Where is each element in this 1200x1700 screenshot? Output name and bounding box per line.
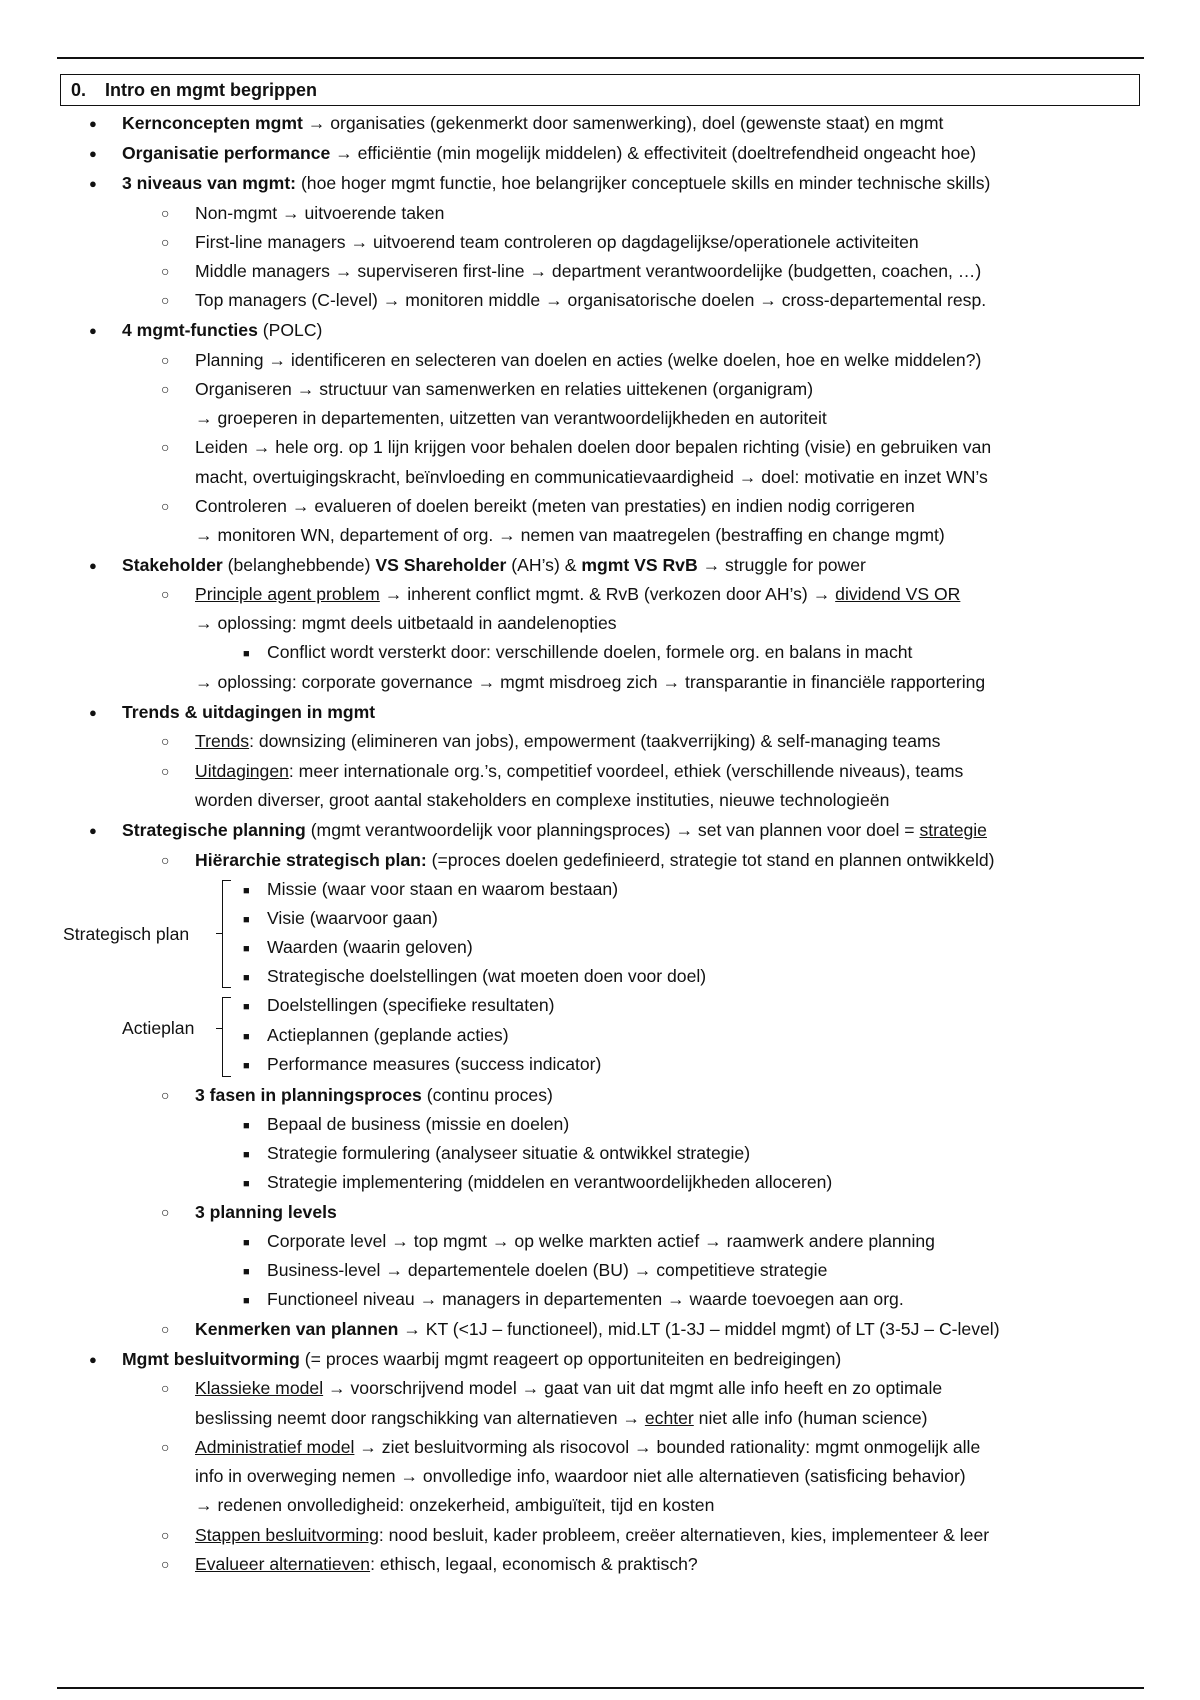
list-item: ○ Trends: downsizing (elimineren van jobs), empowerment (taakverrijking) & self-managing teams	[161, 731, 941, 751]
continuation-line: → oplossing: mgmt deels uitbetaald in aandelenopties	[195, 613, 617, 633]
bracket-tick	[216, 1028, 222, 1029]
list-item: ■ Strategie implementering (middelen en verantwoordelijkheden alloceren)	[243, 1172, 833, 1192]
list-item: ○ Controleren → evalueren of doelen bereikt (meten van prestaties) en indien nodig corrigeren	[161, 496, 915, 516]
list-item: ■ Performance measures (success indicator)	[243, 1054, 602, 1074]
list-item: ○ Principle agent problem → inherent conflict mgmt. & RvB (verkozen door AH’s) → dividend VS OR	[161, 584, 961, 604]
square-bullet-icon: ■	[243, 1031, 250, 1043]
square-bullet-icon: ■	[243, 1178, 250, 1190]
continuation-line: → groeperen in departementen, uitzetten van verantwoordelijkheden en autoriteit	[195, 408, 827, 428]
list-item: ○ Evalueer alternatieven: ethisch, legaal, economisch & praktisch?	[161, 1554, 698, 1574]
list-item: ■ Waarden (waarin geloven)	[243, 937, 473, 957]
list-item: ■ Missie (waar voor staan en waarom bestaan)	[243, 879, 619, 899]
section-heading	[60, 74, 1140, 106]
circle-bullet-icon: ○	[161, 381, 170, 397]
circle-bullet-icon: ○	[161, 439, 170, 455]
list-item: ■ Visie (waarvoor gaan)	[243, 908, 438, 928]
circle-bullet-icon: ○	[161, 1204, 170, 1220]
list-item: ● Kernconcepten mgmt → organisaties (gekenmerkt door samenwerking), doel (gewenste staat) en mgmt	[89, 113, 944, 133]
continuation-line: macht, overtuigingskracht, beïnvloeding en communicatievaardigheid → doel: motivatie en inzet WN’s	[195, 467, 988, 487]
circle-bullet-icon: ○	[161, 205, 170, 221]
circle-bullet-icon: ○	[161, 234, 170, 250]
circle-bullet-icon: ○	[161, 733, 170, 749]
circle-bullet-icon: ○	[161, 1380, 170, 1396]
list-item: ■ Functioneel niveau → managers in departementen → waarde toevoegen aan org.	[243, 1289, 904, 1309]
list-item: ● 3 niveaus van mgmt: (hoe hoger mgmt functie, hoe belangrijker conceptuele skills en minder technische skills)	[89, 173, 991, 193]
top-rule	[57, 57, 1144, 59]
bullet-icon: ●	[89, 823, 97, 838]
square-bullet-icon: ■	[243, 943, 250, 955]
square-bullet-icon: ■	[243, 1149, 250, 1161]
list-item: ○ 3 planning levels	[161, 1202, 337, 1222]
circle-bullet-icon: ○	[161, 263, 170, 279]
list-item: ○ Stappen besluitvorming: nood besluit, kader probleem, creëer alternatieven, kies, implementeer & leer	[161, 1525, 990, 1545]
continuation-line: beslissing neemt door rangschikking van alternatieven → echter niet alle info (human science)	[195, 1408, 928, 1428]
bullet-icon: ●	[89, 176, 97, 191]
square-bullet-icon: ■	[243, 1266, 250, 1278]
list-item: ■ Business-level → departementele doelen (BU) → competitieve strategie	[243, 1260, 828, 1280]
square-bullet-icon: ■	[243, 1237, 250, 1249]
action-plan-label: Actieplan	[122, 1018, 195, 1038]
circle-bullet-icon: ○	[161, 292, 170, 308]
bullet-icon: ●	[89, 116, 97, 131]
list-item: ● Strategische planning (mgmt verantwoordelijk voor planningsproces) → set van plannen voor doel = strategie	[89, 820, 987, 840]
circle-bullet-icon: ○	[161, 586, 170, 602]
list-item: ■ Strategische doelstellingen (wat moeten doen voor doel)	[243, 966, 707, 986]
bullet-icon: ●	[89, 1352, 97, 1367]
bullet-icon: ●	[89, 705, 97, 720]
list-item: ■ Corporate level → top mgmt → op welke markten actief → raamwerk andere planning	[243, 1231, 935, 1251]
list-item: ○ Leiden → hele org. op 1 lijn krijgen voor behalen doelen door bepalen richting (visie) en gebruiken van	[161, 437, 992, 457]
section-number: 0.	[71, 80, 87, 100]
list-item: ○ Uitdagingen: meer internationale org.’s, competitief voordeel, ethiek (verschillende niveaus), teams	[161, 761, 964, 781]
list-item: ● Organisatie performance → efficiëntie (min mogelijk middelen) & effectiviteit (doeltrefendheid ongeacht hoe)	[89, 143, 977, 163]
list-item: ● Stakeholder (belanghebbende) VS Shareholder (AH’s) & mgmt VS RvB → struggle for power	[89, 555, 866, 575]
continuation-line: worden diverser, groot aantal stakeholders en complexe instituties, nieuwe technologieën	[195, 790, 890, 810]
section-title: Intro en mgmt begrippen	[105, 80, 318, 100]
circle-bullet-icon: ○	[161, 1439, 170, 1455]
continuation-line: → oplossing: corporate governance → mgmt misdroeg zich → transparantie in financiële rapportering	[195, 672, 986, 692]
square-bullet-icon: ■	[243, 1060, 250, 1072]
circle-bullet-icon: ○	[161, 498, 170, 514]
circle-bullet-icon: ○	[161, 352, 170, 368]
list-item: ■ Doelstellingen (specifieke resultaten)	[243, 995, 555, 1015]
list-item: ○ Hiërarchie strategisch plan: (=proces doelen gedefinieerd, strategie tot stand en plannen ontwikkeld)	[161, 850, 995, 870]
continuation-line: → monitoren WN, departement of org. → nemen van maatregelen (bestraffing en change mgmt)	[195, 525, 945, 545]
list-item: ○ Non-mgmt → uitvoerende taken	[161, 203, 445, 223]
bullet-icon: ●	[89, 558, 97, 573]
list-item: ○ Middle managers → superviseren first-line → department verantwoordelijke (budgetten, coachen, …)	[161, 261, 982, 281]
action-plan-bracket	[222, 997, 231, 1077]
circle-bullet-icon: ○	[161, 1321, 170, 1337]
bullet-icon: ●	[89, 323, 97, 338]
list-item: ○ Klassieke model → voorschrijvend model → gaat van uit dat mgmt alle info heeft en zo optimale	[161, 1378, 943, 1398]
list-item: ○ Top managers (C-level) → monitoren middle → organisatorische doelen → cross-departemental resp.	[161, 290, 987, 310]
circle-bullet-icon: ○	[161, 852, 170, 868]
square-bullet-icon: ■	[243, 1120, 250, 1132]
list-item: ● Mgmt besluitvorming (= proces waarbij mgmt reageert op opportuniteiten en bedreigingen)	[89, 1349, 842, 1369]
list-item: ■ Strategie formulering (analyseer situatie & ontwikkel strategie)	[243, 1143, 751, 1163]
list-item: ○ Kenmerken van plannen → KT (<1J – functioneel), mid.LT (1-3J – middel mgmt) of LT (3-5J – C-level)	[161, 1319, 1000, 1339]
square-bullet-icon: ■	[243, 1001, 250, 1013]
list-item: ○ Organiseren → structuur van samenwerken en relaties uittekenen (organigram)	[161, 379, 814, 399]
bottom-rule	[57, 1687, 1144, 1689]
list-item: ○ 3 fasen in planningsproces (continu proces)	[161, 1085, 553, 1105]
strategic-plan-bracket	[222, 880, 231, 988]
list-item: ○ First-line managers → uitvoerend team controleren op dagdagelijkse/operationele activiteiten	[161, 232, 919, 252]
continuation-line: info in overweging nemen → onvolledige info, waardoor niet alle alternatieven (satisficing behavior)	[195, 1466, 966, 1486]
circle-bullet-icon: ○	[161, 1527, 170, 1543]
list-item: ● 4 mgmt-functies (POLC)	[89, 320, 323, 340]
list-item: ● Trends & uitdagingen in mgmt	[89, 702, 376, 722]
strategic-plan-label: Strategisch plan	[63, 924, 190, 944]
square-bullet-icon: ■	[243, 885, 250, 897]
bracket-tick	[216, 933, 222, 934]
list-item: ■ Actieplannen (geplande acties)	[243, 1025, 509, 1045]
circle-bullet-icon: ○	[161, 1556, 170, 1572]
circle-bullet-icon: ○	[161, 1087, 170, 1103]
square-bullet-icon: ■	[243, 914, 250, 926]
square-bullet-icon: ■	[243, 972, 250, 984]
list-item: ■ Bepaal de business (missie en doelen)	[243, 1114, 570, 1134]
list-item: ■ Conflict wordt versterkt door: verschillende doelen, formele org. en balans in macht	[243, 642, 913, 662]
square-bullet-icon: ■	[243, 1295, 250, 1307]
circle-bullet-icon: ○	[161, 763, 170, 779]
square-bullet-icon: ■	[243, 648, 250, 660]
continuation-line: → redenen onvolledigheid: onzekerheid, ambiguïteit, tijd en kosten	[195, 1495, 715, 1515]
list-item: ○ Administratief model → ziet besluitvorming als risocovol → bounded rationality: mgmt onmogelijk alle	[161, 1437, 981, 1457]
bullet-icon: ●	[89, 146, 97, 161]
list-item: ○ Planning → identificeren en selecteren van doelen en acties (welke doelen, hoe en welke middelen?)	[161, 350, 982, 370]
